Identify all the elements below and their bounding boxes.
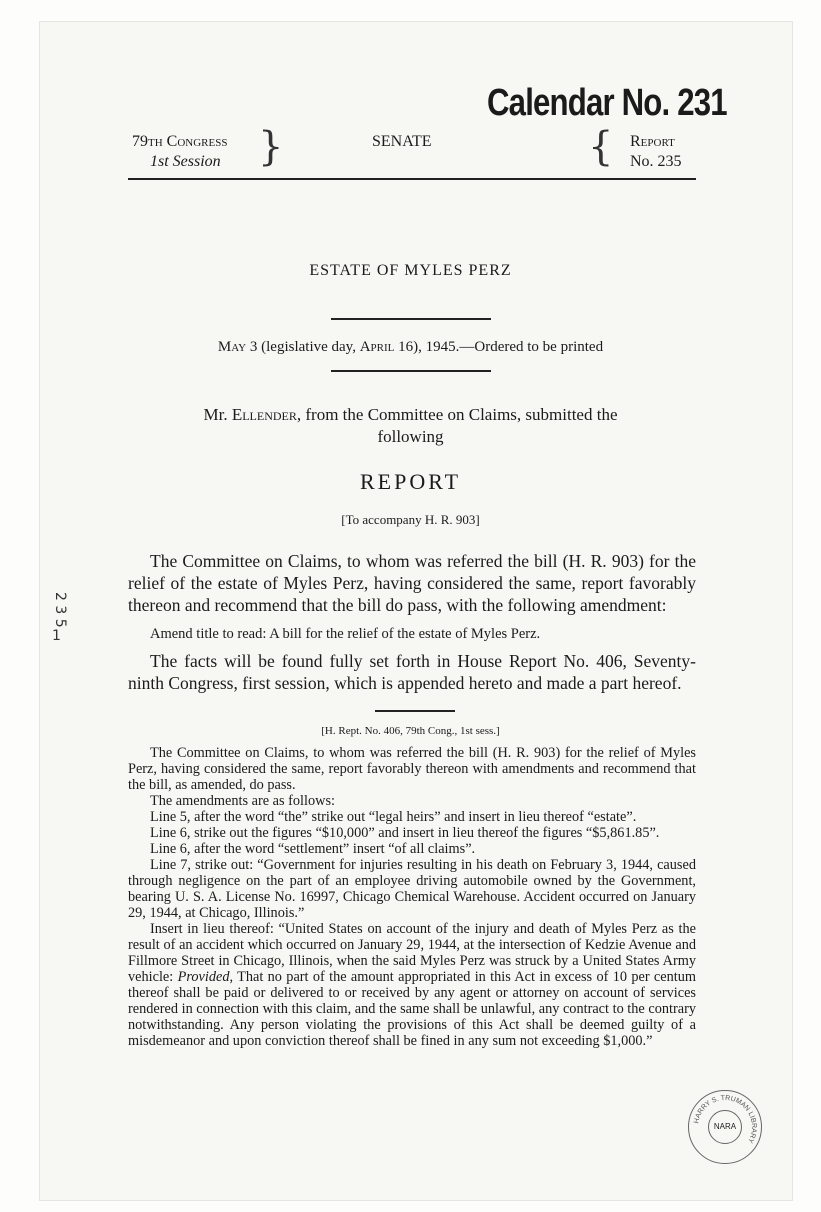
- chamber-label: SENATE: [372, 133, 432, 150]
- date-month: May: [217, 339, 247, 355]
- provided-word: Provided: [177, 969, 230, 985]
- submitted-line2: following: [377, 427, 444, 446]
- report-heading: REPORT: [359, 469, 462, 494]
- stamp-center: NARA: [708, 1110, 742, 1144]
- date-day-month: April: [359, 339, 395, 355]
- accompany-note: [To accompany H. R. 903]: [341, 512, 480, 527]
- house-p4: Line 6, strike out the figures “$10,000” and insert in lieu thereof the figures “$5,861.85”.: [150, 825, 660, 841]
- margin-mark-1: 2 3 5: [52, 592, 68, 628]
- house-p7a: Insert in lieu thereof: “United States on account of the injury and death of Myles Perz as the result of an accident which occurred on January 29, 1944, at the intersection of Kedzie Avenue and Fillmore Street in Chicago, Illinois, when the said Myles Perz was struck by a United States Army vehicle:: [128, 921, 696, 985]
- senator-name: Ellender: [231, 405, 297, 424]
- divider-1: [331, 318, 491, 320]
- intro-text: The Committee on Claims, to whom was referred the bill (H. R. 903) for the relief of the estate of Myles Perz, having considered the same, report favorably thereon and recommend that the bill do pass, with the following amendment:: [128, 551, 696, 615]
- document-title: ESTATE OF MYLES PERZ: [309, 262, 512, 279]
- left-brace: }: [258, 124, 284, 170]
- house-p7b: , That no part of the amount appropriated in this Act in excess of 10 per centum thereof shall be paid or delivered to or received by any agent or attorney on account of services rendered in connection with this claim, and the same shall be unlawful, any contract to the contrary notwithstanding. Any person violating the provisions of this Act shall be deemed guilty of a misdemeanor and upon conviction thereof shall be fined in any sum not exceeding $1,000.”: [128, 969, 696, 1049]
- house-p3: Line 5, after the word “the” strike out “legal heirs” and insert in lieu thereof “estate”.: [150, 809, 637, 825]
- date-rest: 16), 1945.—Ordered to be printed: [394, 339, 604, 355]
- house-report-body: [128, 745, 696, 1049]
- divider-2: [331, 370, 491, 372]
- facts-text: The facts will be found fully set forth in House Report No. 406, Seventy-ninth Congress, first session, which is appended hereto and made a part hereof.: [128, 651, 696, 693]
- calendar-number: Calendar No. 231: [487, 82, 727, 124]
- house-p2: The amendments are as follows:: [150, 793, 336, 809]
- house-p6: Line 7, strike out: “Government for injuries resulting in his death on February 3, 1944, caused through negligence on the part of an employee driving automobile owned by the Government, bearing U. S. A. License No. 16997, Chicago Chemical Warehouse. Accident occurred on January 29, 1944, at Chicago, Illinois.”: [128, 857, 696, 921]
- date-line: [0, 339, 821, 356]
- submitted-by: [0, 404, 821, 448]
- amend-title: Amend title to read: A bill for the relief of the estate of Myles Perz.: [150, 626, 541, 642]
- stamp-text: HARRY S. TRUMAN LIBRARY: [693, 1094, 758, 1144]
- report-number: No. 235: [630, 153, 682, 170]
- divider-3: [375, 710, 455, 712]
- house-report-ref: [H. Rept. No. 406, 79th Cong., 1st sess.]: [321, 725, 500, 737]
- house-p1: The Committee on Claims, to whom was referred the bill (H. R. 903) for the relief of Myles Perz, having considered the same, report favorably thereon with amendments and recommend that the bill, as amended, do pass.: [128, 745, 696, 793]
- submitted-prefix: Mr.: [203, 405, 232, 424]
- session-label: 1st Session: [150, 153, 221, 170]
- congress-label: 79th Congress: [132, 133, 228, 150]
- right-brace: {: [588, 124, 614, 170]
- report-label: Report: [630, 133, 675, 150]
- library-stamp: [688, 1090, 762, 1164]
- house-p5: Line 6, after the word “settlement” insert “of all claims”.: [150, 841, 476, 857]
- intro-paragraph: [128, 550, 696, 616]
- congress-info: [132, 132, 227, 172]
- house-p7: [128, 921, 696, 1049]
- margin-mark-2: 1: [52, 628, 61, 644]
- report-info: [630, 132, 682, 172]
- facts-paragraph: [128, 650, 696, 694]
- header-rule: [128, 178, 696, 180]
- date-mid: 3 (legislative day,: [246, 339, 360, 355]
- submitted-rest: , from the Committee on Claims, submitted the: [296, 405, 618, 424]
